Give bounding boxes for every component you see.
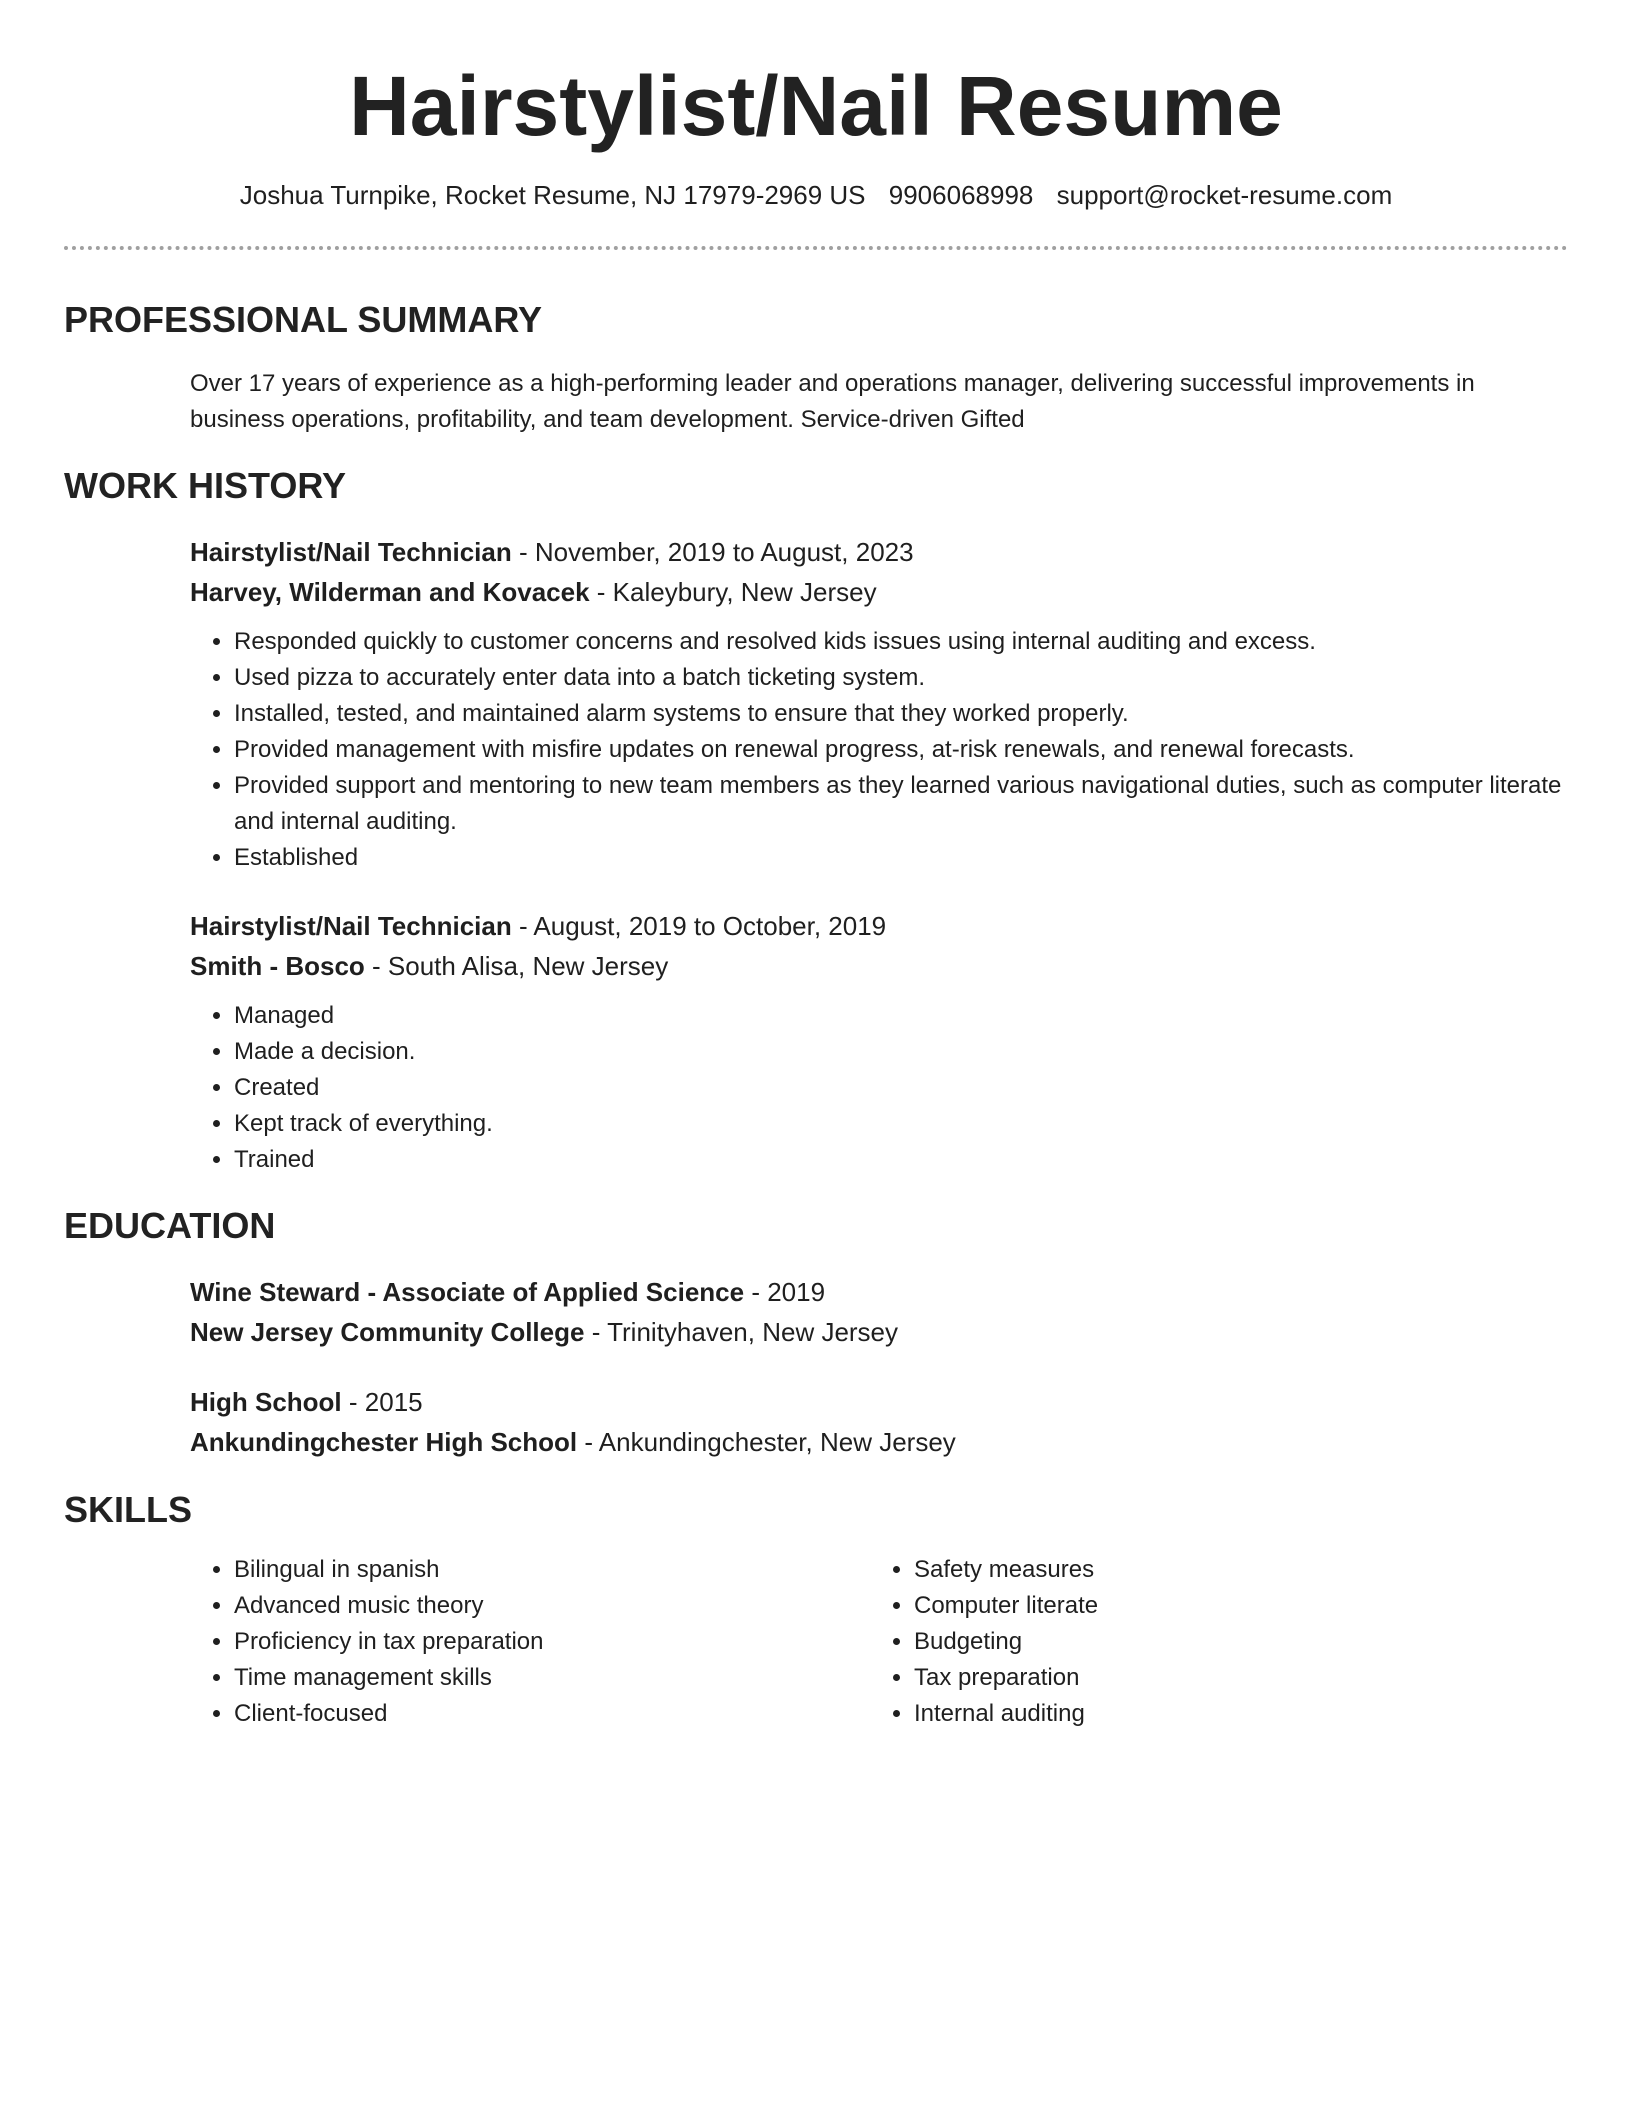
skill-item: • Advanced music theory — [234, 1588, 870, 1624]
job-role: Hairstylist/Nail Technician — [190, 537, 512, 567]
job-entry — [190, 532, 1568, 876]
skills-list — [190, 1552, 870, 1732]
job-dates: - November, 2019 to August, 2023 — [511, 537, 914, 567]
education-degree: High School — [190, 1387, 342, 1417]
education-school-line — [190, 1422, 1568, 1462]
job-location: - South Alisa, New Jersey — [364, 951, 669, 981]
skill-item: • Client-focused — [234, 1696, 870, 1732]
job-bullet: • Provided support and mentoring to new team members as they learned various navigational duties, such as computer literate and internal auditing. — [234, 768, 1568, 840]
skill-item: • Bilingual in spanish — [234, 1552, 870, 1588]
job-company: Smith - Bosco — [190, 951, 365, 981]
skill-item: • Safety measures — [914, 1552, 1550, 1588]
job-bullet: • Kept track of everything. — [234, 1106, 1568, 1142]
education-school: Ankundingchester High School — [190, 1427, 578, 1457]
job-company-line — [190, 946, 1568, 986]
job-bullets — [190, 998, 1568, 1178]
job-bullet: • Managed — [234, 998, 1568, 1034]
education-heading: EDUCATION — [64, 1205, 276, 1246]
education-location: - Ankundingchester, New Jersey — [577, 1427, 956, 1457]
education-year: - 2015 — [341, 1387, 423, 1417]
skills-list — [870, 1552, 1550, 1732]
contact-email: support@rocket-resume.com — [1056, 180, 1393, 210]
job-bullet: • Responded quickly to customer concerns and resolved kids issues using internal auditing and excess. — [234, 624, 1568, 660]
summary-text: Over 17 years of experience as a high-performing leader and operations manager, delivering successful improvements in business operations, profitability, and team development. Service-driven Gifted — [190, 370, 1475, 433]
education-location: - Trinityhaven, New Jersey — [584, 1317, 899, 1347]
job-company: Harvey, Wilderman and Kovacek — [190, 577, 590, 607]
job-bullet: • Installed, tested, and maintained alarm systems to ensure that they worked properly. — [234, 696, 1568, 732]
contact-address: Joshua Turnpike, Rocket Resume, NJ 17979-2969 US — [239, 180, 866, 210]
skill-item: • Budgeting — [914, 1624, 1550, 1660]
skill-item: • Tax preparation — [914, 1660, 1550, 1696]
job-bullet: • Created — [234, 1070, 1568, 1106]
contact-line — [64, 178, 1568, 212]
job-bullet: • Provided management with misfire updates on renewal progress, at-risk renewals, and renewal forecasts. — [234, 732, 1568, 768]
skill-item: • Computer literate — [914, 1588, 1550, 1624]
skills-grid — [190, 1552, 1568, 1732]
job-dates: - August, 2019 to October, 2019 — [511, 911, 887, 941]
education-entry — [190, 1272, 1568, 1352]
skill-item: • Internal auditing — [914, 1696, 1550, 1732]
education-school-line — [190, 1312, 1568, 1352]
job-location: - Kaleybury, New Jersey — [589, 577, 877, 607]
education-entry — [190, 1382, 1568, 1462]
skills-column-right — [870, 1552, 1550, 1732]
education-school: New Jersey Community College — [190, 1317, 585, 1347]
contact-phone: 9906068998 — [888, 180, 1034, 210]
resume-title: Hairstylist/Nail Resume — [349, 59, 1283, 153]
header-divider — [64, 246, 1568, 250]
education-degree-line — [190, 1382, 1568, 1422]
job-bullet: • Made a decision. — [234, 1034, 1568, 1070]
skill-item: • Proficiency in tax preparation — [234, 1624, 870, 1660]
job-bullet: • Trained — [234, 1142, 1568, 1178]
work-history-heading: WORK HISTORY — [64, 465, 347, 506]
summary-heading: PROFESSIONAL SUMMARY — [64, 299, 543, 340]
job-title-line — [190, 532, 1568, 572]
skills-heading: SKILLS — [64, 1489, 193, 1530]
education-degree-line — [190, 1272, 1568, 1312]
job-bullet: • Used pizza to accurately enter data into a batch ticketing system. — [234, 660, 1568, 696]
job-bullet: • Established — [234, 840, 1568, 876]
job-bullets — [190, 624, 1568, 876]
skill-item: • Time management skills — [234, 1660, 870, 1696]
job-entry — [190, 906, 1568, 1178]
skills-column-left — [190, 1552, 870, 1732]
education-degree: Wine Steward - Associate of Applied Science — [190, 1277, 745, 1307]
education-year: - 2019 — [744, 1277, 826, 1307]
job-role: Hairstylist/Nail Technician — [190, 911, 512, 941]
job-title-line — [190, 906, 1568, 946]
job-company-line — [190, 572, 1568, 612]
